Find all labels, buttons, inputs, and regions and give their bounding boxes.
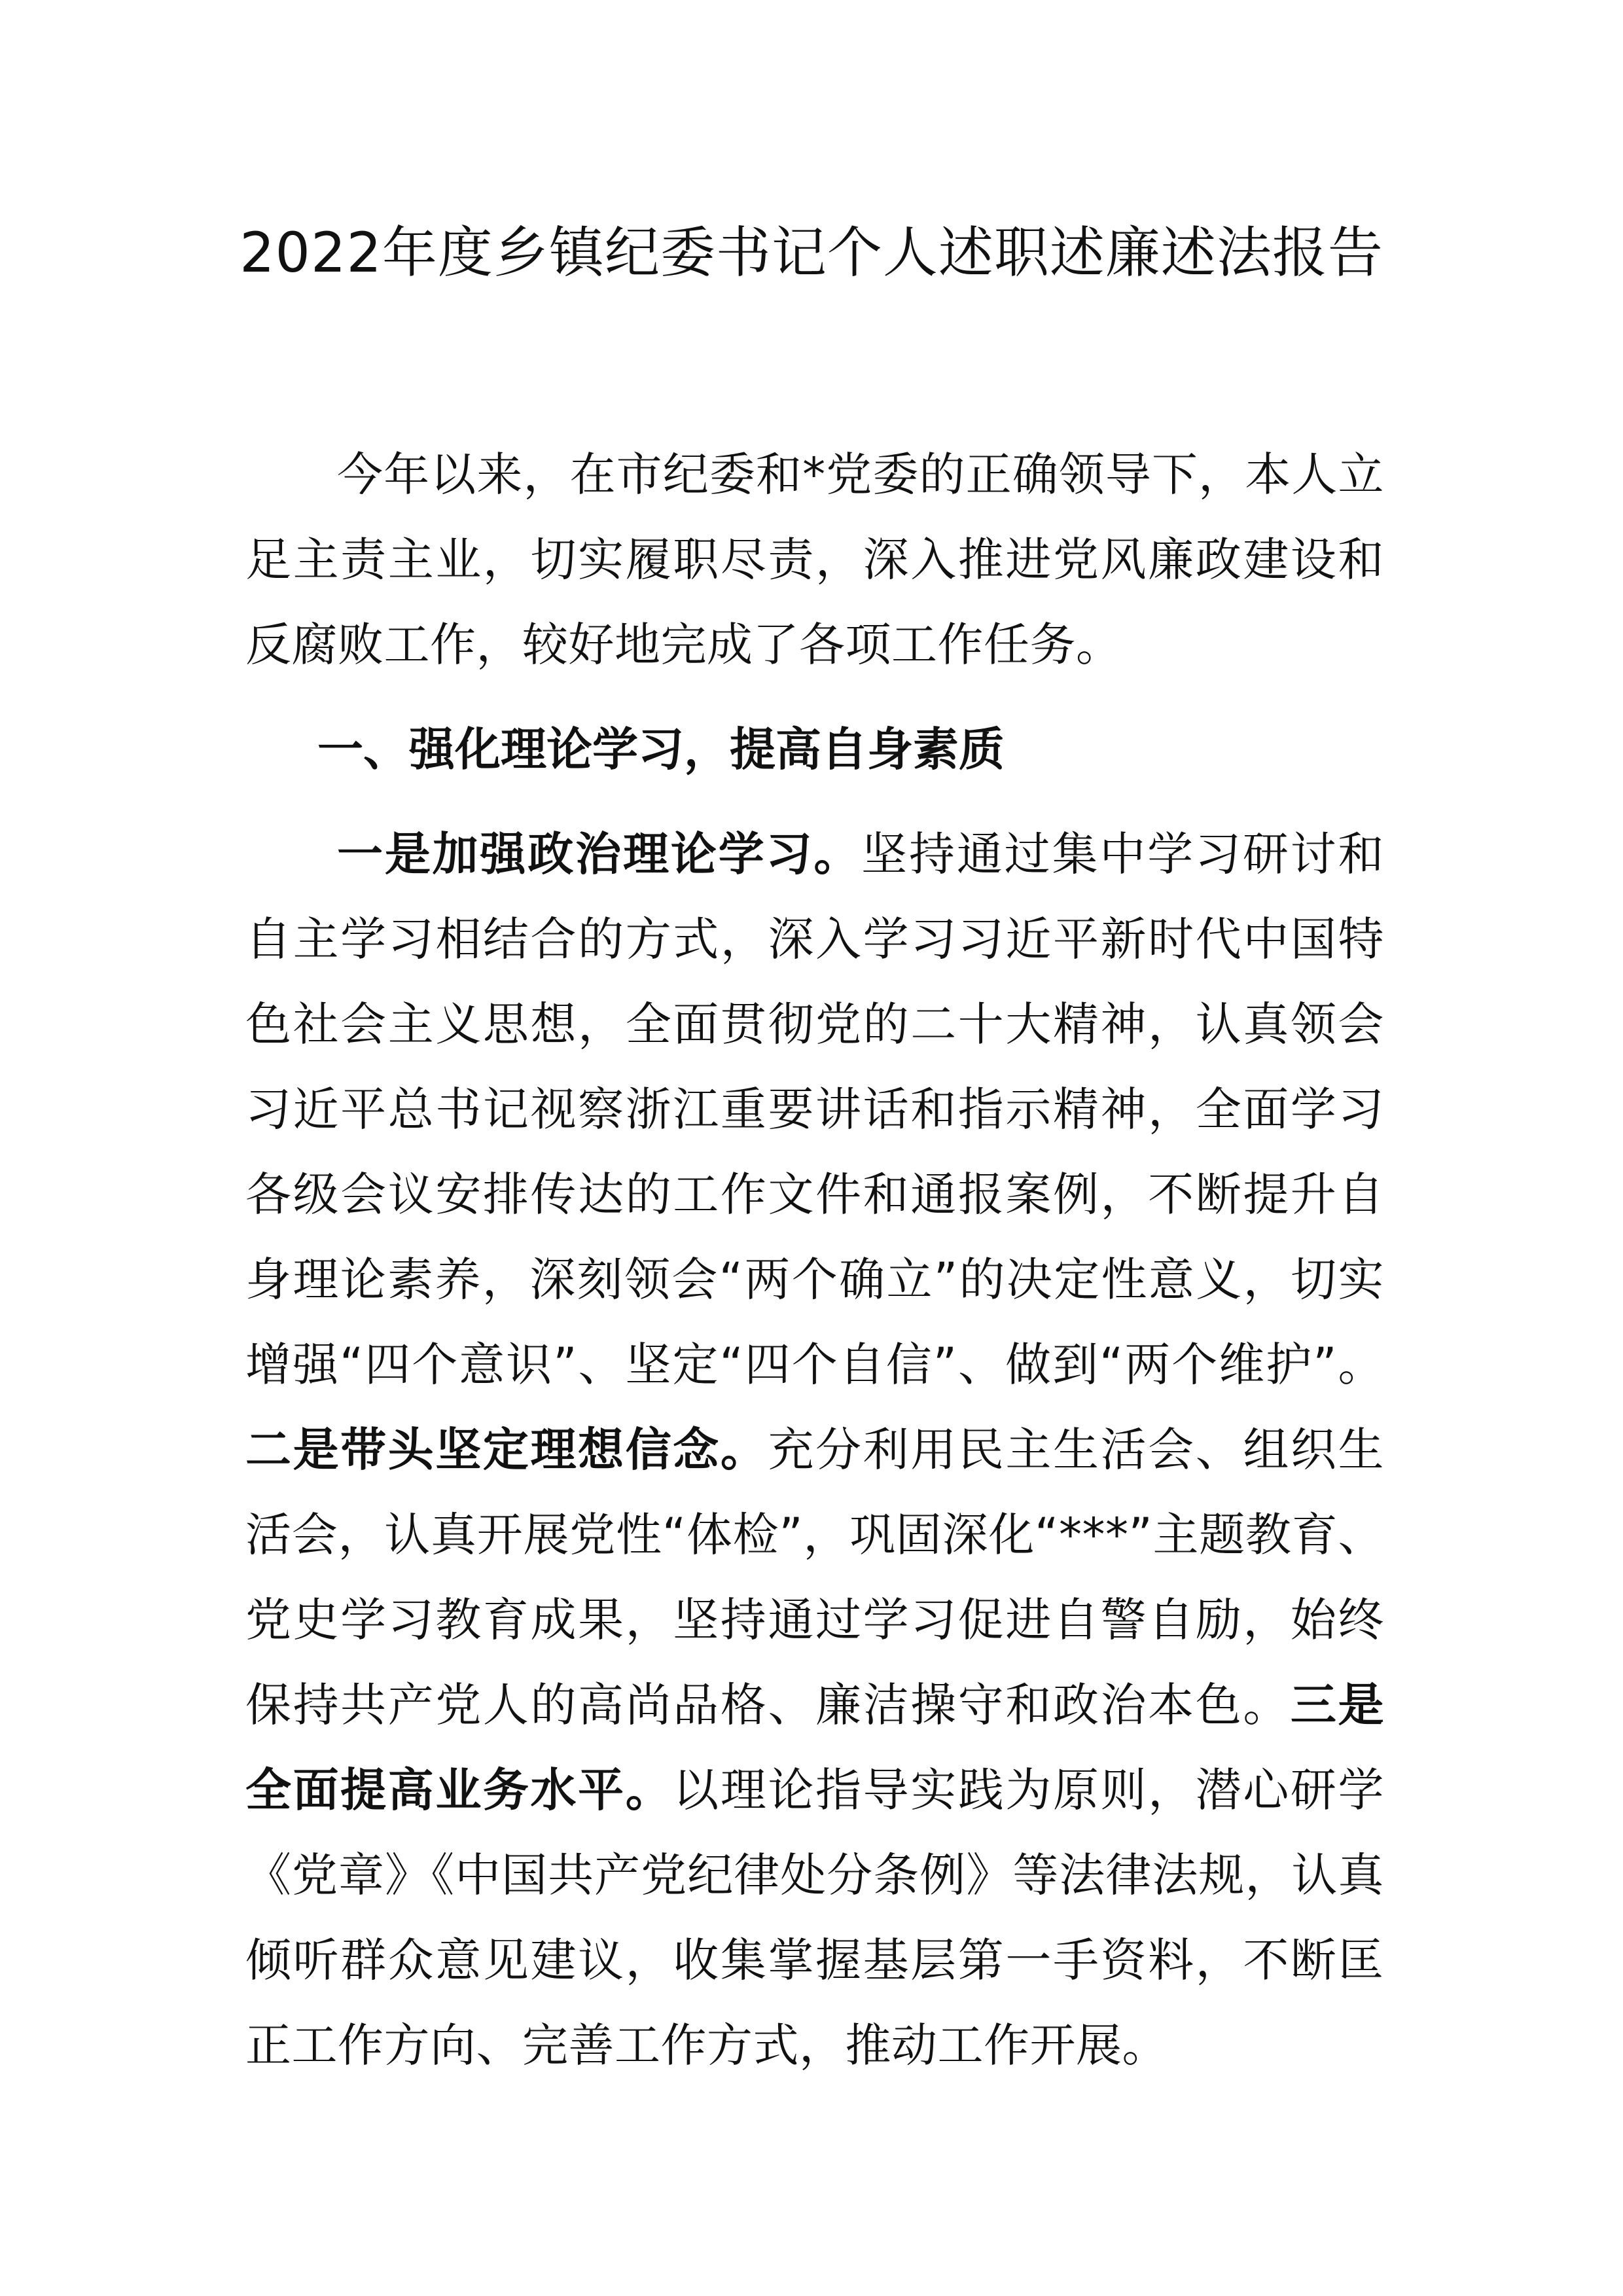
section-1-paragraph xyxy=(245,812,1384,2088)
intro-paragraph: 今年以来，在市纪委和*党委的正确领导下，本人立足主责主业，切实履职尽责，深入推进党风廉政建设和反腐败工作，较好地完成了各项工作任务。 xyxy=(245,448,1384,672)
lead-point-3: 三是全面提高业务水平。 xyxy=(245,1678,1385,1817)
point-3-text: 以理论指导实践为原则，潜心研学《党章》《中国共产党纪律处分条例》等法律法规，认真倾听群众意见建议，收集掌握基层第一手资料，不断匡正工作方向、完善工作方式，推动工作开展。 xyxy=(245,1763,1385,2072)
section-heading-1: 一、强化理论学习，提高自身素质 xyxy=(317,723,1005,776)
point-1-text: 坚持通过集中学习研讨和自主学习相结合的方式，深入学习习近平新时代中国特色社会主义思想，全面贯彻党的二十大精神，认真领会习近平总书记视察浙江重要讲话和指示精神，全面学习各级会议安排传达的工作文件和通报案例，不断提升自身理论素养，深刻领会“两个确立”的决定性意义，切实增强“四个意识”、坚定“四个自信”、做到“两个维护”。 xyxy=(245,827,1385,1391)
document-title: 2022年度乡镇纪委书记个人述职述廉述法报告 xyxy=(240,221,1383,285)
document-body xyxy=(245,432,1384,2088)
lead-point-2: 二是带头坚定理想信念。 xyxy=(245,1423,768,1477)
lead-point-1: 一是加强政治理论学习。 xyxy=(337,827,862,881)
point-2-text: 充分利用民主生活会、组织生活会，认真开展党性“体检”，巩固深化“***”主题教育、党史学习教育成果，坚持通过学习促进自警自励，始终保持共产党人的高尚品格、廉洁操守和政治本色。 xyxy=(245,1423,1385,1732)
